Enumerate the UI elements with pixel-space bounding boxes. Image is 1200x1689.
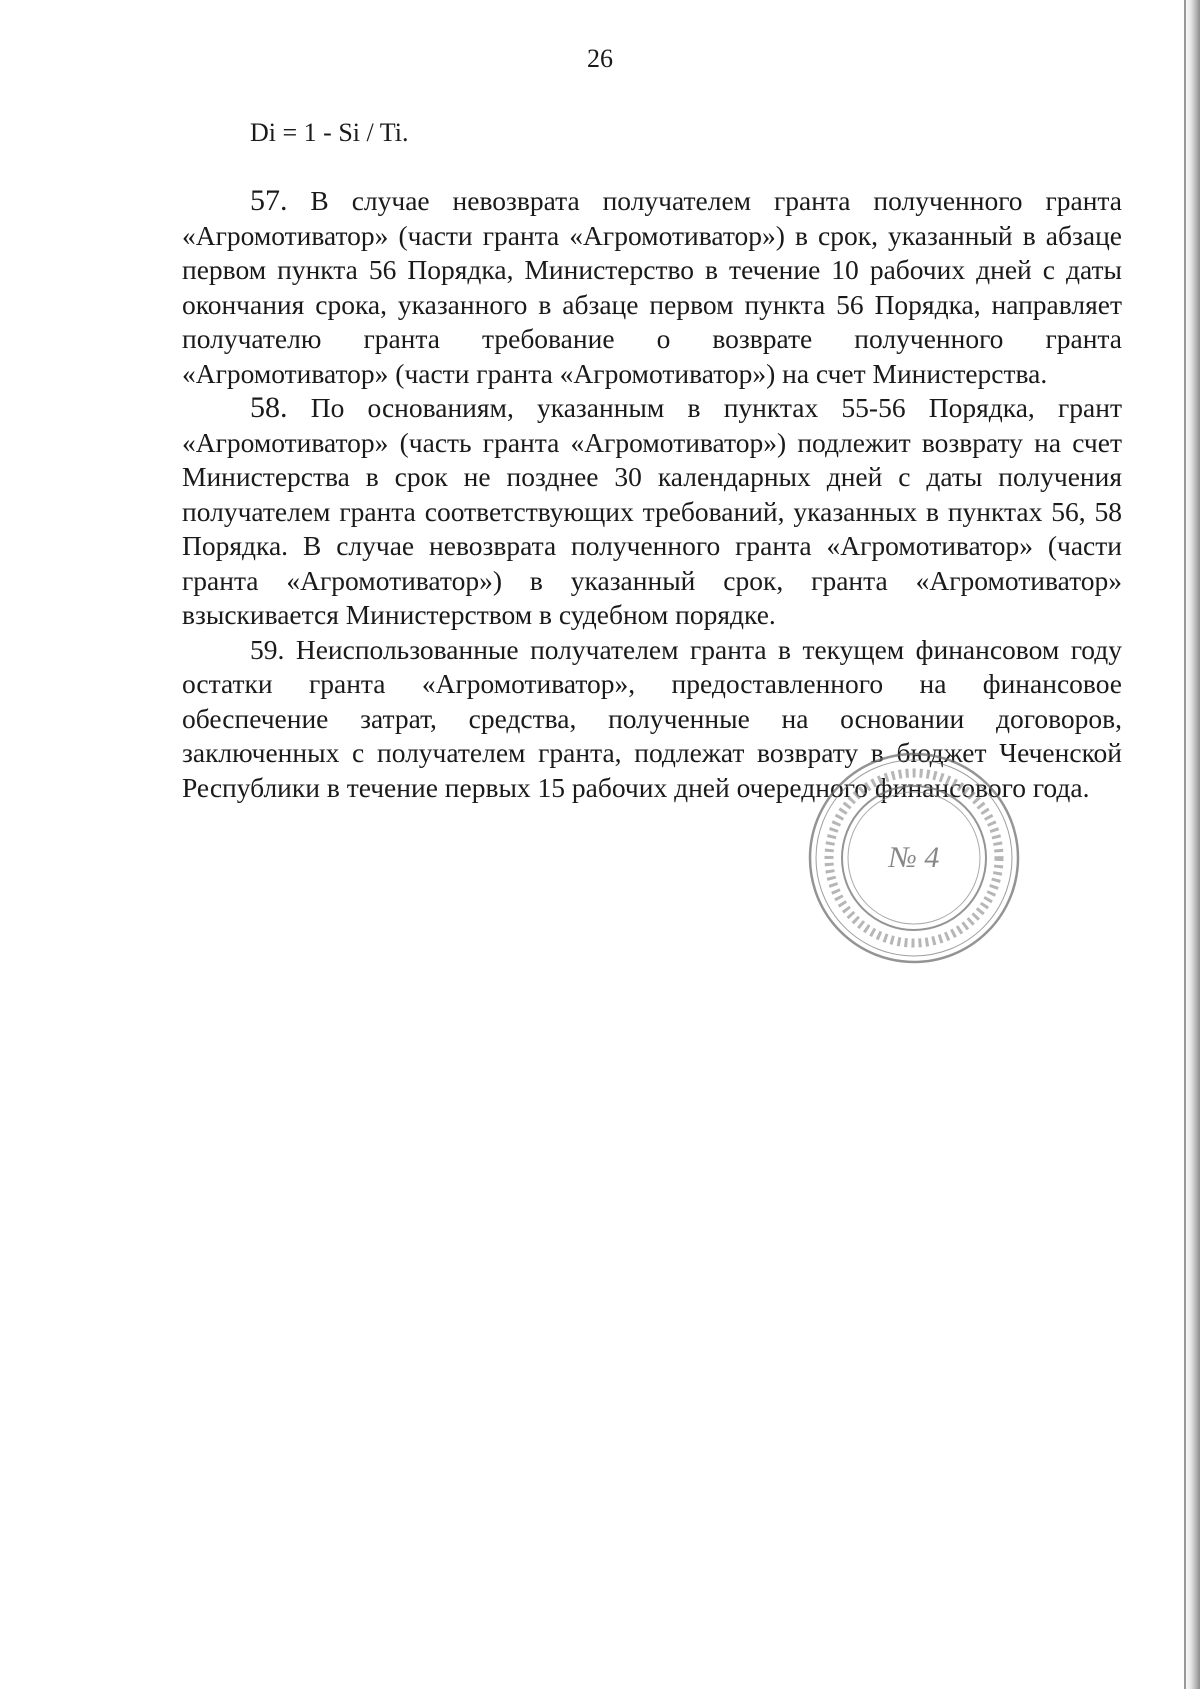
paragraph-57 <box>182 184 1122 391</box>
paragraph-number: 57. <box>250 184 288 217</box>
official-seal <box>806 750 1022 966</box>
paragraph-58 <box>182 391 1122 633</box>
paragraph-number: 59. <box>250 633 285 665</box>
paragraph-number: 58. <box>250 391 288 424</box>
seal-number: № 4 <box>888 841 940 874</box>
scan-edge <box>1184 0 1200 1689</box>
paragraph-text: В случае невозврата получателем гранта полученного гранта «Агромотиватор» (части гранта «Агромотиватор») в срок, указанный в абзаце первом пункта 56 Порядка, Министерство в течение 10 рабочих дней с даты окончания срока, указанного в абзаце первом пункта 56 Порядка, направляет получателю гранта требование о возврате полученного гранта «Агромотиватор» (части гранта «Агромотиватор») на счет Министерства. <box>182 185 1122 389</box>
scan-line <box>1184 0 1186 1689</box>
page-number: 26 <box>587 44 613 73</box>
formula: Di = 1 - Si / Ti. <box>250 118 409 147</box>
paragraph-text: По основаниям, указанным в пунктах 55-56 Порядка, грант «Агромотиватор» (часть гранта «Агромотиватор») подлежит возврату на счет Министерства в срок не позднее 30 календарных дней с даты получения получателем гранта соответствующих требований, указанных в пунктах 56, 58 Порядка. В случае невозврата полученного гранта «Агромотиватор» (части гранта «Агромотиватор») в указанный срок, гранта «Агромотиватор» взыскивается Министерством в судебном порядке. <box>182 392 1122 630</box>
paragraph-text: Неиспользованные получателем гранта в текущем финансовом году остатки гранта «Агромотиватор», предоставленного на финансовое обеспечение затрат, средства, полученные на основании договоров, заключенных с получателем гранта, подлежат возврату в бюджет Чеченской Республики в течение первых 15 рабочих дней очередного финансового года. <box>182 633 1122 803</box>
document-body <box>182 184 1122 805</box>
